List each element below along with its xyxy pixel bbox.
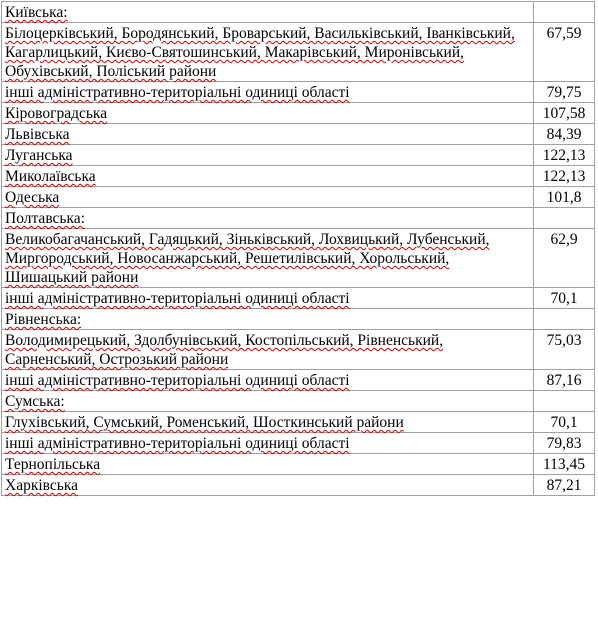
rate-value (534, 208, 595, 229)
region-name (2, 309, 534, 330)
region-name (2, 82, 534, 103)
region-name-text: Одеська (5, 189, 60, 206)
region-name-text: Рівненська: (5, 311, 82, 328)
rate-value: 67,59 (534, 23, 595, 82)
table-row (2, 145, 595, 166)
region-name (2, 229, 534, 288)
rate-value: 70,1 (534, 288, 595, 309)
region-name (2, 208, 534, 229)
region-name (2, 145, 534, 166)
region-name-text: інші адміністративно-територіальні одиниці області (5, 84, 350, 101)
region-name-text: Володимирецький, Здолбунівський, Костопільський, Рівненський, Сарненський, Острозький райони (5, 332, 444, 368)
table-row (2, 288, 595, 309)
region-name-text: Київська: (5, 4, 68, 21)
rate-value: 122,13 (534, 166, 595, 187)
table-row (2, 454, 595, 475)
table-row (2, 309, 595, 330)
rate-value: 122,13 (534, 145, 595, 166)
rate-value: 84,39 (534, 124, 595, 145)
region-name-text: інші адміністративно-територіальні одиниці області (5, 372, 350, 389)
region-name-text: Миколаївська (5, 168, 96, 185)
table-row (2, 124, 595, 145)
table-row (2, 166, 595, 187)
region-name (2, 370, 534, 391)
region-name-text: Кіровоградська (5, 105, 108, 122)
rate-value (534, 391, 595, 412)
region-name (2, 187, 534, 208)
region-name-text: інші адміністративно-територіальні одиниці області (5, 290, 350, 307)
rate-value: 87,16 (534, 370, 595, 391)
table-row (2, 412, 595, 433)
rate-value: 62,9 (534, 229, 595, 288)
region-name (2, 412, 534, 433)
rate-value: 113,45 (534, 454, 595, 475)
region-name-text: Полтавська: (5, 210, 85, 227)
region-name-text: Харківська (5, 477, 79, 494)
table-row (2, 229, 595, 288)
table-row (2, 370, 595, 391)
rate-value: 101,8 (534, 187, 595, 208)
table-row (2, 391, 595, 412)
region-name-text: Білоцерківський, Бородянський, Броварський, Васильківський, Іванківський, Кагарлицький, Києво-Святошинський, Макарівський, Миронівський, Обухівський, Поліський райони (5, 25, 515, 80)
region-name-text: інші адміністративно-територіальні одиниці області (5, 435, 350, 452)
region-name (2, 475, 534, 496)
region-name (2, 330, 534, 370)
table-row (2, 103, 595, 124)
region-name (2, 23, 534, 82)
region-name (2, 288, 534, 309)
rate-value: 75,03 (534, 330, 595, 370)
region-name-text: Глухівський, Сумський, Роменський, Шосткинський райони (5, 414, 404, 431)
rate-value: 70,1 (534, 412, 595, 433)
region-name-text: Луганська (5, 147, 73, 164)
region-name (2, 391, 534, 412)
table-row (2, 433, 595, 454)
region-name (2, 103, 534, 124)
region-name (2, 124, 534, 145)
region-name-text: Тернопільська (5, 456, 101, 473)
table-row (2, 187, 595, 208)
table-row (2, 475, 595, 496)
region-name-text: Сумська: (5, 393, 65, 410)
region-name (2, 454, 534, 475)
table-row (2, 2, 595, 23)
rate-value (534, 2, 595, 23)
region-name-text: Великобагачанський, Гадяцький, Зіньківський, Лохвицький, Лубенський, Миргородський, Новосанжарський, Решетилівський, Хорольський, Шишацький райони (5, 231, 490, 286)
rate-value: 107,58 (534, 103, 595, 124)
table-row (2, 208, 595, 229)
region-name-text: Львівська (5, 126, 70, 143)
table-row (2, 330, 595, 370)
region-name (2, 433, 534, 454)
table-row (2, 82, 595, 103)
region-name (2, 2, 534, 23)
rate-value (534, 309, 595, 330)
rate-value: 87,21 (534, 475, 595, 496)
rate-value: 79,83 (534, 433, 595, 454)
rates-table (1, 1, 595, 496)
region-name (2, 166, 534, 187)
rate-value: 79,75 (534, 82, 595, 103)
table-row (2, 23, 595, 82)
